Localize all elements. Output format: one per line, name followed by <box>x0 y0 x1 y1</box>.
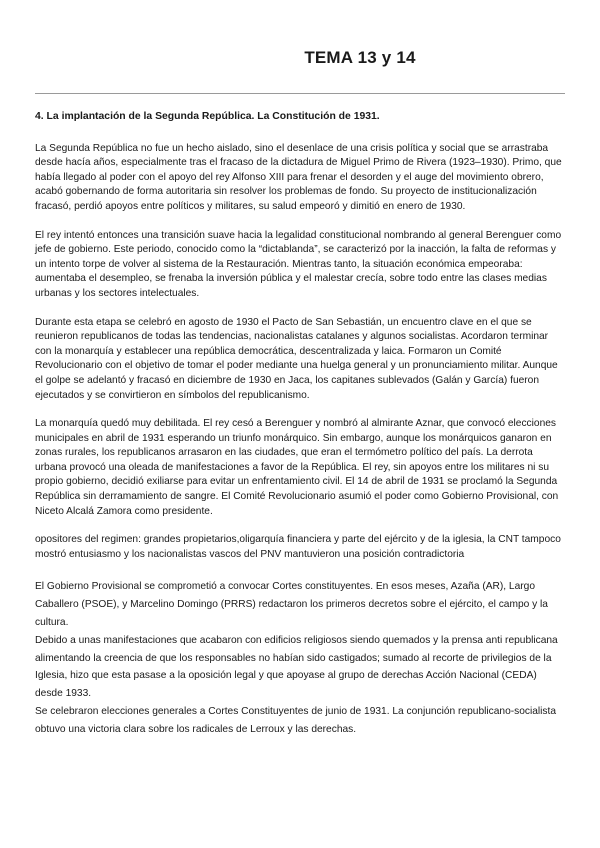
paragraph-elecciones: Se celebraron elecciones generales a Cortes Constituyentes de junio de 1931. La conjunción republicano-socialista obtuvo una victoria clara sobre los radicales de Lerroux y las derechas. <box>35 706 557 735</box>
paragraph-proclamacion: La monarquía quedó muy debilitada. El rey cesó a Berenguer y nombró al almirante Aznar, que convocó elecciones municipales en abril de 1931 esperando un triunfo monárquico. Sin embargo, aunque los monárquicos ganaron en zonas rurales, los republicanos arrasaron en las ciudades, que eran el termómetro político del país. La derrota urbana provocó una oleada de manifestaciones a favor de la República. El rey, sin apoyos entre los militares ni su propio gobierno, decidió exiliarse para evitar un enfrentamiento civil. El 14 de abril de 1931 se proclamó la Segunda República sin derramamiento de sangre. El Comité Revolucionario asumió el poder como Gobierno Provisional, con Niceto Alcalá Zamora como presidente. <box>35 418 559 517</box>
paragraph-iglesia: Debido a unas manifestaciones que acabaron con edificios religiosos siendo quemados y la prensa anti republicana alimentando la creencia de que los responsables no habían sido castigados; sumado al recorte de privilegios de la Iglesia, hizo que esta pasase a la oposición legal y que apoyase al grupo de derechas Acción Nacional (CEDA) desde 1933. <box>35 634 558 700</box>
paragraph-opositores: opositores del regimen: grandes propietarios,oligarquía financiera y parte del ejército y de la iglesia, la CNT tampoco mostró entusiasmo y los nacionalistas vascos del PNV mantuvieron una posición contradictoria <box>35 534 561 560</box>
section-heading: 4. La implantación de la Segunda República. La Constitución de 1931. <box>35 111 380 122</box>
paragraph-pacto: Durante esta etapa se celebró en agosto de 1930 el Pacto de San Sebastián, un encuentro clave en el que se reunieron republicanos de todas las tendencias, nacionalistas catalanes y algunos socialistas. Acordaron terminar con la monarquía y establecer una república democrática, descentralizada y laica. Formaron un Comité Revolucionario con el objetivo de tomar el poder mediante una huelga general y un pronunciamiento militar. Aunque el golpe se adelantó y fracasó en diciembre de 1930 en Jaca, los capitanes sublevados (Galán y García) fueron ejecutados y se convirtieron en símbolos del republicanismo. <box>35 316 558 401</box>
title-divider <box>35 93 565 94</box>
paragraph-crisis: La Segunda República no fue un hecho aislado, sino el desenlace de una crisis política y social que se arrastraba desde hacía años, especialmente tras el fracaso de la dictadura de Miguel Primo de Rivera (1923–1930). Primo, que había llegado al poder con el apoyo del rey Alfonso XIII para frenar el desorden y el auge del movimiento obrero, acabó gobernando de forma autoritaria sin resolver los problemas de fondo. Su proyecto de institucionalización fracasó, perdió apoyos entre políticos y militares, su salud empeoró y dimitió en enero de 1930. <box>35 142 562 212</box>
page-title: TEMA 13 y 14 <box>304 48 416 67</box>
title-block <box>0 48 600 68</box>
paragraph-gobierno-provisional: El Gobierno Provisional se comprometió a convocar Cortes constituyentes. En esos meses, Azaña (AR), Largo Caballero (PSOE), y Marcelino Domingo (PRRS) redactaron los primeros decretos sobre el ejército, el campo y la cultura. <box>35 581 548 629</box>
paragraph-dictablanda: El rey intentó entonces una transición suave hacia la legalidad constitucional nombrando al general Berenguer como jefe de gobierno. Este periodo, conocido como la “dictablanda”, se caracterizó por la inacción, la falta de reformas y un intento torpe de volver al sistema de la Restauración. Mientras tanto, la situación económica empeoraba: aumentaba el desempleo, se frenaba la inversión pública y el malestar crecía, sobre todo entre las clases medias urbanas y los sectores intelectuales. <box>35 229 562 299</box>
document-body <box>35 110 567 739</box>
